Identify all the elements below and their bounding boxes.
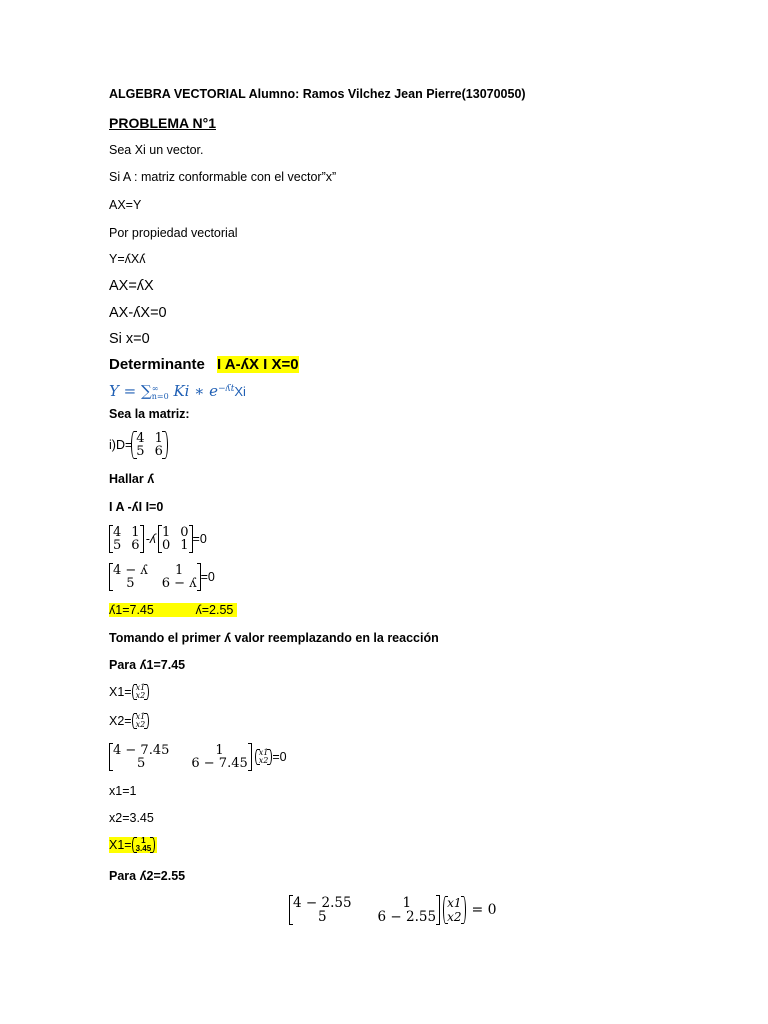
formula-line xyxy=(109,382,246,401)
formula-tail: Xi xyxy=(234,384,246,399)
equals-zero: =0 xyxy=(192,532,207,546)
determinant-setup-line xyxy=(109,526,207,552)
formula-body: Ki ∗ e xyxy=(168,382,219,400)
matrix-cell: 5 xyxy=(317,909,327,925)
matrix-d xyxy=(132,432,167,458)
matrix-cell: 1 xyxy=(154,431,163,446)
vector-x-final xyxy=(443,896,465,924)
vector-cell: x2 xyxy=(447,910,462,924)
matrix-a-minus-lambda xyxy=(109,564,201,590)
text-line: Sea la matriz: xyxy=(109,407,190,421)
d-label: i)D= xyxy=(109,438,133,452)
text-line: Sea Xi un vector. xyxy=(109,143,204,157)
matrix-cell: 0 xyxy=(161,538,171,553)
x1-result-label: X1= xyxy=(109,838,132,852)
problem-title: PROBLEMA N°1 xyxy=(109,115,216,131)
equals-zero: =0 xyxy=(200,570,215,584)
matrix-cell: 1 xyxy=(161,525,171,540)
eigenvalues-highlight: ʎ1=7.45 ʎ=2.55 xyxy=(109,603,237,617)
text-line: I A -ʎI I=0 xyxy=(109,500,164,514)
matrix-cell: 5 xyxy=(137,756,146,771)
matrix-cell: 6 xyxy=(131,538,140,553)
eigenvalues-line xyxy=(109,603,237,617)
formula-sub: n=0 xyxy=(151,391,169,401)
x1-result-highlight xyxy=(109,837,157,853)
vector-cell: x1 xyxy=(135,683,146,692)
determinant-label: Determinante xyxy=(109,356,205,373)
vector-x2 xyxy=(132,713,150,729)
x1-definition-line xyxy=(109,684,149,700)
matrix-cell: 6 − 7.45 xyxy=(191,756,248,771)
matrix-cell: 5 xyxy=(136,444,145,459)
text-line: Para ʎ2=2.55 xyxy=(109,869,186,883)
matrix-cell: 4 xyxy=(113,525,122,540)
matrix-cell: 1 xyxy=(402,895,412,911)
matrix-cell: 4 xyxy=(136,431,145,446)
matrix-a xyxy=(109,526,144,552)
text-line: Si x=0 xyxy=(109,331,150,347)
text-line: Y=ʎXʎ xyxy=(109,252,146,266)
matrix-cell: 4 − 7.45 xyxy=(113,743,170,758)
text-line: AX-ʎX=0 xyxy=(109,305,167,321)
text-line: AX=Y xyxy=(109,198,142,212)
x2-label: X2= xyxy=(109,714,132,728)
matrix-cell: 0 xyxy=(180,525,189,540)
x1-result-line xyxy=(109,837,157,853)
text-line: Por propiedad vectorial xyxy=(109,226,238,240)
formula-exponent: −ʎt xyxy=(218,383,235,394)
vector-cell: x1 xyxy=(258,748,269,757)
vector-cell: 1 xyxy=(141,836,146,845)
text-line: x1=1 xyxy=(109,784,137,798)
vector-cell: x2 xyxy=(135,691,146,700)
matrix-cell: 5 xyxy=(113,538,122,553)
x2-definition-line xyxy=(109,713,149,729)
matrix-identity xyxy=(158,526,193,552)
determinant-line xyxy=(109,356,299,373)
vector-cell: x2 xyxy=(258,756,269,765)
substitution-line xyxy=(109,744,287,770)
vector-cell: 3.45 xyxy=(135,844,152,853)
matrix-cell: 1 xyxy=(131,525,140,540)
vector-cell: x1 xyxy=(447,896,462,910)
formula-lhs: Y = ∑ xyxy=(109,382,152,400)
matrix-a-745 xyxy=(109,744,252,770)
minus-lambda: -ʎ xyxy=(145,532,156,546)
text-line: Hallar ʎ xyxy=(109,472,155,486)
matrix-cell: 1 xyxy=(180,538,189,553)
x1-label: X1= xyxy=(109,685,132,699)
equals-zero: =0 xyxy=(272,750,287,764)
matrix-cell: 6 − 2.55 xyxy=(377,909,437,925)
text-line: Si A : matriz conformable con el vector”x” xyxy=(109,170,337,184)
characteristic-matrix-line xyxy=(109,564,215,590)
text-line: Tomando el primer ʎ valor reemplazando en la reacción xyxy=(109,631,439,645)
text-line: Para ʎ1=7.45 xyxy=(109,658,186,672)
matrix-a-255 xyxy=(289,896,440,924)
vector-cell: x1 xyxy=(135,712,146,721)
matrix-cell: 5 xyxy=(126,576,135,591)
matrix-cell: 6 − ʎ xyxy=(161,576,197,591)
matrix-cell: 1 xyxy=(175,563,184,578)
matrix-cell: 1 xyxy=(215,743,224,758)
vector-x1-result xyxy=(132,837,156,853)
equals-zero-final: = 0 xyxy=(471,902,497,918)
vector-x xyxy=(255,749,273,765)
determinant-expression: I A-ʎX I X=0 xyxy=(217,356,299,373)
formula-sup: ∞ xyxy=(151,383,159,393)
document-header: ALGEBRA VECTORIAL Alumno: Ramos Vilchez Jean Pierre(13070050) xyxy=(109,87,526,101)
text-line: x2=3.45 xyxy=(109,811,154,825)
final-equation-line xyxy=(289,896,497,924)
vector-x1 xyxy=(132,684,150,700)
matrix-d-line xyxy=(109,432,167,458)
matrix-cell: 4 − 2.55 xyxy=(293,895,352,911)
matrix-cell: 4 − ʎ xyxy=(113,563,148,578)
matrix-cell: 6 xyxy=(154,444,163,459)
vector-cell: x2 xyxy=(135,720,146,729)
text-line: AX=ʎX xyxy=(109,278,154,294)
